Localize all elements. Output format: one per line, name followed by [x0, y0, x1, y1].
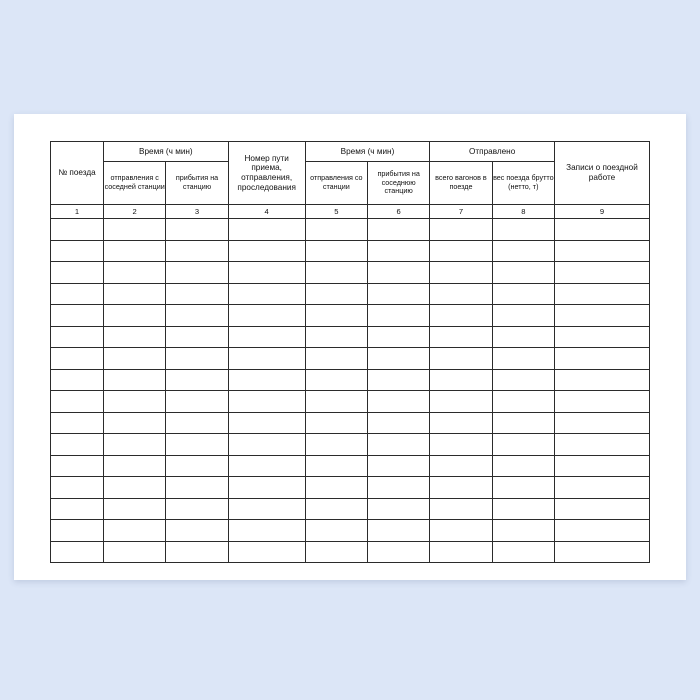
table-cell[interactable] — [555, 455, 650, 477]
table-row[interactable] — [51, 369, 650, 391]
table-cell[interactable] — [104, 541, 166, 563]
column-number-3: 3 — [166, 205, 228, 219]
table-cell[interactable] — [430, 305, 492, 327]
table-cell[interactable] — [104, 391, 166, 413]
table-cell[interactable] — [492, 348, 554, 370]
table-cell[interactable] — [104, 240, 166, 262]
table-row[interactable] — [51, 520, 650, 542]
table-cell[interactable] — [305, 283, 367, 305]
column-number-1: 1 — [51, 205, 104, 219]
table-cell[interactable] — [367, 240, 429, 262]
table-cell[interactable] — [51, 305, 104, 327]
table-cell[interactable] — [104, 262, 166, 284]
table-cell[interactable] — [51, 520, 104, 542]
column-number-6: 6 — [367, 205, 429, 219]
table-cell[interactable] — [51, 412, 104, 434]
table-cell[interactable] — [430, 219, 492, 241]
table-cell[interactable] — [305, 219, 367, 241]
column-number-8: 8 — [492, 205, 554, 219]
table-row[interactable] — [51, 305, 650, 327]
header-group-dispatched: Отправлено — [430, 142, 555, 162]
table-cell[interactable] — [51, 326, 104, 348]
column-number-9: 9 — [555, 205, 650, 219]
table-cell[interactable] — [51, 541, 104, 563]
table-cell[interactable] — [228, 520, 305, 542]
table-cell[interactable] — [305, 477, 367, 499]
table-cell[interactable] — [104, 219, 166, 241]
table-cell[interactable] — [51, 283, 104, 305]
table-cell[interactable] — [166, 348, 228, 370]
header-departure-neighbor-station: отправления с соседней станции — [104, 162, 166, 205]
table-cell[interactable] — [51, 498, 104, 520]
header-total-cars: всего вагонов в поезде — [430, 162, 492, 205]
table-cell[interactable] — [492, 541, 554, 563]
table-cell[interactable] — [104, 283, 166, 305]
table-cell[interactable] — [104, 326, 166, 348]
table-cell[interactable] — [555, 434, 650, 456]
table-cell[interactable] — [555, 498, 650, 520]
table-cell[interactable] — [228, 434, 305, 456]
table-cell[interactable] — [430, 348, 492, 370]
table-cell[interactable] — [555, 326, 650, 348]
table-cell[interactable] — [166, 541, 228, 563]
table-cell[interactable] — [166, 434, 228, 456]
table-cell[interactable] — [492, 219, 554, 241]
table-cell[interactable] — [492, 477, 554, 499]
table-row[interactable] — [51, 498, 650, 520]
table-cell[interactable] — [555, 477, 650, 499]
table-cell[interactable] — [228, 348, 305, 370]
table-cell[interactable] — [367, 541, 429, 563]
paper-sheet — [14, 114, 686, 580]
table-cell[interactable] — [305, 520, 367, 542]
table-cell[interactable] — [305, 305, 367, 327]
table-cell[interactable] — [492, 305, 554, 327]
table-cell[interactable] — [555, 520, 650, 542]
table-cell[interactable] — [305, 240, 367, 262]
table-cell[interactable] — [367, 326, 429, 348]
table-cell[interactable] — [367, 477, 429, 499]
table-cell[interactable] — [492, 262, 554, 284]
table-cell[interactable] — [555, 391, 650, 413]
table-cell[interactable] — [228, 477, 305, 499]
table-cell[interactable] — [305, 262, 367, 284]
table-cell[interactable] — [166, 455, 228, 477]
table-cell[interactable] — [430, 434, 492, 456]
table-body — [51, 219, 650, 563]
table-cell[interactable] — [228, 240, 305, 262]
table-cell[interactable] — [555, 240, 650, 262]
column-number-4: 4 — [228, 205, 305, 219]
column-number-2: 2 — [104, 205, 166, 219]
table-cell[interactable] — [367, 412, 429, 434]
table-cell[interactable] — [228, 541, 305, 563]
table-cell[interactable] — [166, 477, 228, 499]
table-cell[interactable] — [51, 219, 104, 241]
table-row[interactable] — [51, 262, 650, 284]
header-departure-from-station: отправления со станции — [305, 162, 367, 205]
table-cell[interactable] — [430, 477, 492, 499]
table-cell[interactable] — [166, 326, 228, 348]
table-cell[interactable] — [492, 326, 554, 348]
table-cell[interactable] — [555, 305, 650, 327]
table-cell[interactable] — [555, 369, 650, 391]
table-cell[interactable] — [367, 348, 429, 370]
table-cell[interactable] — [430, 369, 492, 391]
table-cell[interactable] — [104, 348, 166, 370]
table-cell[interactable] — [51, 240, 104, 262]
table-cell[interactable] — [492, 434, 554, 456]
table-row[interactable] — [51, 326, 650, 348]
table-row[interactable] — [51, 434, 650, 456]
table-row[interactable] — [51, 348, 650, 370]
header-group-time-2: Время (ч мин) — [305, 142, 430, 162]
header-arrival-neighbor-station: прибытия на соседнюю станцию — [367, 162, 429, 205]
table-cell[interactable] — [305, 434, 367, 456]
table-cell[interactable] — [228, 369, 305, 391]
table-cell[interactable] — [228, 283, 305, 305]
table-cell[interactable] — [104, 305, 166, 327]
table-cell[interactable] — [51, 391, 104, 413]
table-cell[interactable] — [305, 391, 367, 413]
table-cell[interactable] — [367, 391, 429, 413]
table-cell[interactable] — [367, 455, 429, 477]
table-cell[interactable] — [166, 283, 228, 305]
table-cell[interactable] — [305, 412, 367, 434]
header-arrival-station: прибытия на станцию — [166, 162, 228, 205]
table-cell[interactable] — [492, 455, 554, 477]
table-cell[interactable] — [430, 455, 492, 477]
table-cell[interactable] — [555, 412, 650, 434]
table-cell[interactable] — [51, 477, 104, 499]
header-group-time-1: Время (ч мин) — [104, 142, 229, 162]
column-number-row — [51, 205, 650, 219]
table-cell[interactable] — [430, 283, 492, 305]
table-cell[interactable] — [51, 455, 104, 477]
header-row-group — [51, 142, 650, 162]
table-cell[interactable] — [166, 262, 228, 284]
table-cell[interactable] — [228, 262, 305, 284]
table-row[interactable] — [51, 283, 650, 305]
table-cell[interactable] — [166, 369, 228, 391]
table-cell[interactable] — [104, 412, 166, 434]
table-cell[interactable] — [166, 305, 228, 327]
table-cell[interactable] — [166, 240, 228, 262]
table-row[interactable] — [51, 412, 650, 434]
table-cell[interactable] — [166, 412, 228, 434]
table-cell[interactable] — [228, 305, 305, 327]
table-cell[interactable] — [305, 455, 367, 477]
table-cell[interactable] — [228, 219, 305, 241]
table-cell[interactable] — [51, 262, 104, 284]
table-cell[interactable] — [492, 391, 554, 413]
table-cell[interactable] — [430, 541, 492, 563]
table-cell[interactable] — [367, 369, 429, 391]
table-cell[interactable] — [430, 326, 492, 348]
table-row[interactable] — [51, 391, 650, 413]
table-cell[interactable] — [305, 498, 367, 520]
table-cell[interactable] — [104, 369, 166, 391]
table-cell[interactable] — [367, 262, 429, 284]
table-row[interactable] — [51, 477, 650, 499]
table-cell[interactable] — [430, 240, 492, 262]
table-cell[interactable] — [367, 520, 429, 542]
table-cell[interactable] — [555, 283, 650, 305]
table-cell[interactable] — [430, 498, 492, 520]
table-cell[interactable] — [104, 455, 166, 477]
table-cell[interactable] — [492, 283, 554, 305]
table-cell[interactable] — [228, 498, 305, 520]
table-cell[interactable] — [430, 520, 492, 542]
train-movement-log-table — [50, 141, 650, 563]
table-cell[interactable] — [104, 520, 166, 542]
table-cell[interactable] — [166, 219, 228, 241]
table-cell[interactable] — [166, 498, 228, 520]
table-cell[interactable] — [305, 369, 367, 391]
table-cell[interactable] — [166, 520, 228, 542]
header-notes: Записи о поездной работе — [555, 142, 650, 205]
table-cell[interactable] — [367, 498, 429, 520]
table-cell[interactable] — [555, 219, 650, 241]
table-cell[interactable] — [305, 348, 367, 370]
table-cell[interactable] — [104, 477, 166, 499]
table-cell[interactable] — [430, 262, 492, 284]
table-row[interactable] — [51, 541, 650, 563]
table-cell[interactable] — [492, 412, 554, 434]
table-cell[interactable] — [367, 305, 429, 327]
table-cell[interactable] — [492, 498, 554, 520]
column-number-5: 5 — [305, 205, 367, 219]
column-number-7: 7 — [430, 205, 492, 219]
table-cell[interactable] — [104, 434, 166, 456]
table-cell[interactable] — [228, 412, 305, 434]
log-table-area — [50, 141, 650, 548]
table-cell[interactable] — [555, 262, 650, 284]
header-track-number: Номер пути приема, отправления, проследования — [228, 142, 305, 205]
table-cell[interactable] — [367, 434, 429, 456]
table-cell[interactable] — [166, 391, 228, 413]
table-cell[interactable] — [367, 219, 429, 241]
table-cell[interactable] — [492, 520, 554, 542]
table-cell[interactable] — [228, 455, 305, 477]
table-cell[interactable] — [51, 369, 104, 391]
table-cell[interactable] — [104, 498, 166, 520]
table-cell[interactable] — [367, 283, 429, 305]
table-cell[interactable] — [228, 326, 305, 348]
header-train-weight: вес поезда брутто (нетто, т) — [492, 162, 554, 205]
table-cell[interactable] — [51, 348, 104, 370]
table-row[interactable] — [51, 240, 650, 262]
table-cell[interactable] — [430, 391, 492, 413]
table-cell[interactable] — [430, 412, 492, 434]
table-cell[interactable] — [51, 434, 104, 456]
table-cell[interactable] — [555, 541, 650, 563]
table-cell[interactable] — [492, 240, 554, 262]
table-cell[interactable] — [305, 326, 367, 348]
table-cell[interactable] — [492, 369, 554, 391]
table-cell[interactable] — [555, 348, 650, 370]
table-cell[interactable] — [305, 541, 367, 563]
table-row[interactable] — [51, 455, 650, 477]
table-cell[interactable] — [228, 391, 305, 413]
header-train-number: № поезда — [51, 142, 104, 205]
table-row[interactable] — [51, 219, 650, 241]
